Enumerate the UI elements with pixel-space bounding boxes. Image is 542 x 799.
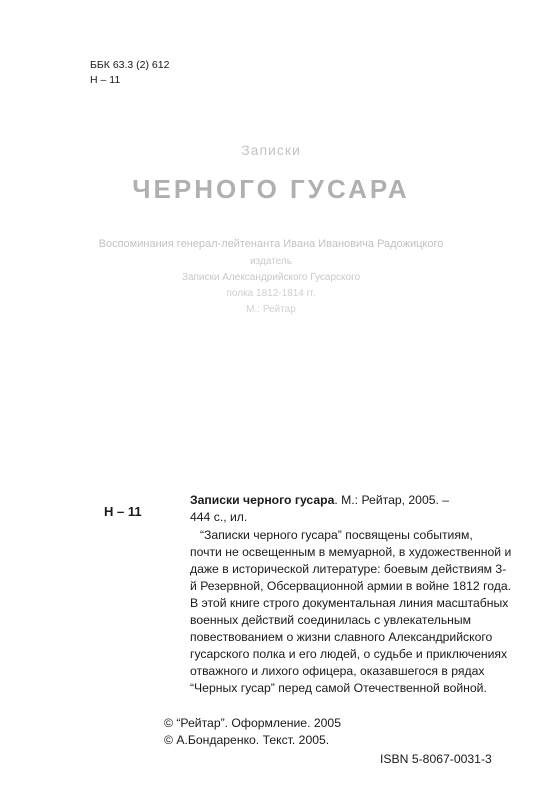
catalog-author-sign: Н – 11 — [104, 504, 142, 519]
annotation-line: отважного и лихого офицера, оказавшегося в рядах — [190, 664, 485, 678]
isbn: ISBN 5-8067-0031-3 — [380, 752, 492, 766]
annotation-line: даже в исторической литературе: боевым действиям 3- — [190, 562, 507, 576]
annotation-line: й Резервной, Обсервационной армии в войне 1812 года. — [190, 579, 512, 593]
bleed-through-line-6: полка 1812-1814 гг. — [226, 288, 316, 299]
bleed-through-line-5: Записки Александрийского Гусарского — [181, 272, 361, 283]
annotation-line: “Записки черного гусара” посвящены событиям, — [200, 528, 473, 542]
bleed-through-line-4: издатель — [250, 256, 292, 267]
annotation-line: В этой книге строго документальная линия масштабных — [190, 596, 509, 610]
annotation — [190, 527, 512, 697]
annotation-line: повествованием о жизни славного Александрийского — [190, 630, 493, 644]
annotation-line: почти не освещенным в мемуарной, в художественной и — [190, 545, 512, 559]
annotation-line: “Черных гусар” перед самой Отечественной войной. — [190, 681, 487, 695]
imprint-part-1: . М.: Рейтар, 2005. – — [334, 493, 450, 507]
bleed-through-line-7: М.: Рейтар — [246, 304, 296, 315]
imprint-part-2: 444 с., ил. — [190, 510, 248, 524]
annotation-line: военных действий соединилась с увлекательным — [190, 613, 472, 627]
bleed-through-line-1: Записки — [241, 142, 301, 158]
copyright-design: © “Рейтар”. Оформление. 2005 — [164, 716, 341, 730]
bbk-block — [90, 58, 169, 88]
bleed-through-title: ЧЕРНОГО ГУСАРА — [132, 174, 410, 204]
catalog-card — [190, 492, 512, 697]
card-title-line — [190, 492, 490, 509]
annotation-line: гусарского полка и его людей, о судьбе и приключениях — [190, 647, 508, 661]
copyright-block — [164, 715, 341, 749]
book-title: Записки черного гусара — [190, 493, 335, 507]
bbk-author-sign: Н – 11 — [90, 74, 121, 86]
copyright-text: © А.Бондаренко. Текст. 2005. — [164, 733, 330, 747]
bbk-classification: ББК 63.3 (2) 612 — [90, 59, 170, 71]
bleed-through-line-3: Воспоминания генерал-лейтенанта Ивана Ивановича Радожицкого — [98, 238, 444, 250]
